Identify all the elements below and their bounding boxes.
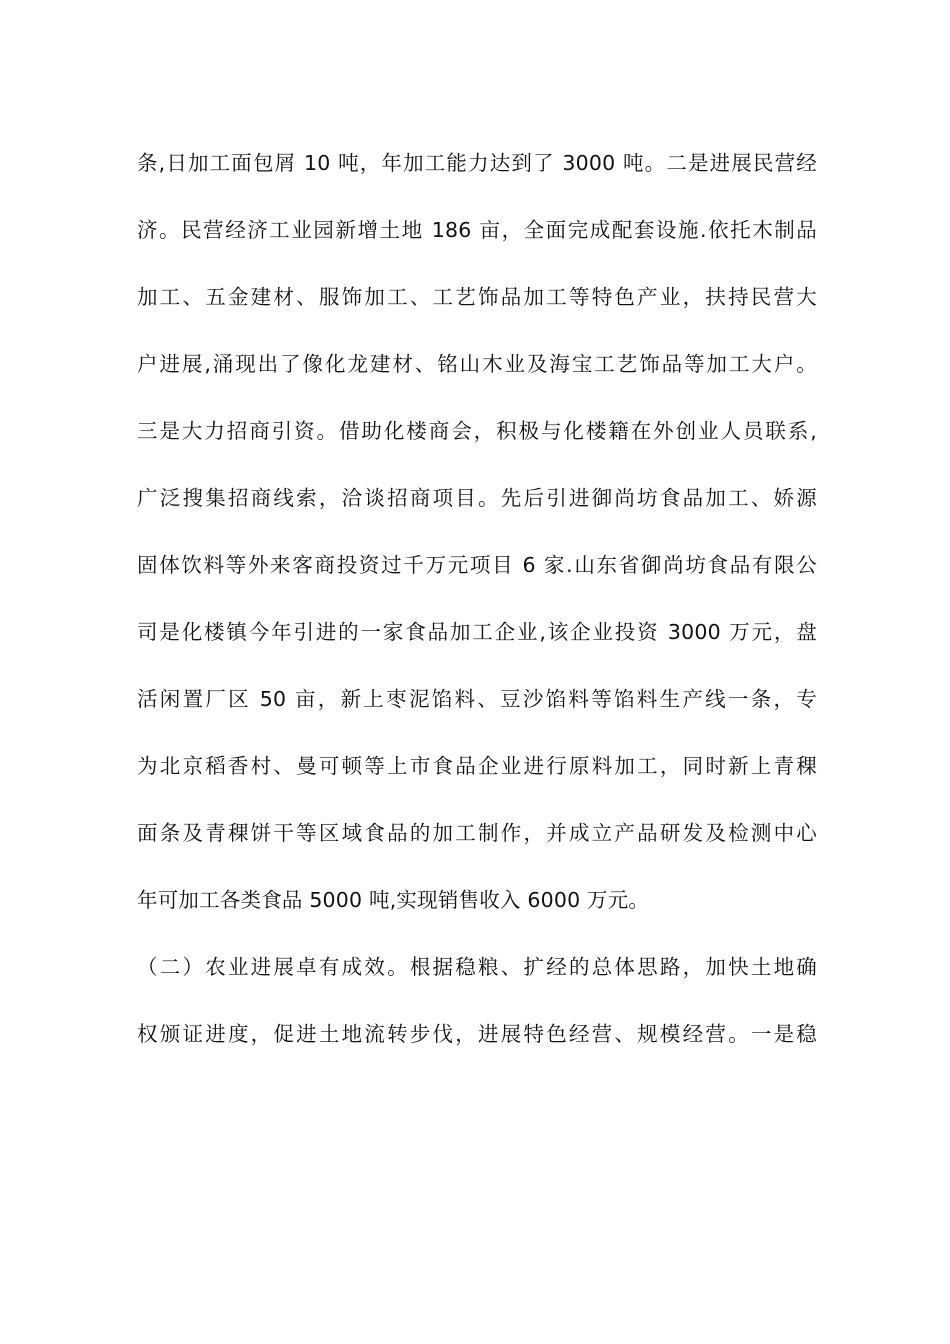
text-line-11: 面条及青稞饼干等区域食品的加工制作，并成立产品研发及检测中心 xyxy=(137,821,817,845)
text-line-9: 活闲置厂区 50 亩，新上枣泥馅料、豆沙馅料等馅料生产线一条，专 xyxy=(137,687,817,711)
text-line-12: 年可加工各类食品 5000 吨,实现销售收入 6000 万元。 xyxy=(137,888,650,912)
text-line-10: 为北京稻香村、曼可顿等上市食品企业进行原料加工，同时新上青稞 xyxy=(137,754,817,778)
text-line-6: 广泛搜集招商线索，洽谈招商项目。先后引进御尚坊食品加工、娇源 xyxy=(137,486,817,510)
text-line-8: 司是化楼镇今年引进的一家食品加工企业,该企业投资 3000 万元，盘 xyxy=(137,620,817,644)
body-text xyxy=(137,140,817,1078)
text-line-7: 固体饮料等外来客商投资过千万元项目 6 家.山东省御尚坊食品有限公 xyxy=(137,553,817,577)
text-line-4: 户进展,涌现出了像化龙建材、铭山木业及海宝工艺饰品等加工大户。 xyxy=(137,352,817,376)
text-line-14: 权颁证进度，促进土地流转步伐，进展特色经营、规模经营。一是稳 xyxy=(137,1022,817,1046)
text-line-5: 三是大力招商引资。借助化楼商会，积极与化楼籍在外创业人员联系, xyxy=(137,419,817,443)
text-line-1: 条,日加工面包屑 10 吨，年加工能力达到了 3000 吨。二是进展民营经 xyxy=(137,151,817,175)
text-line-3: 加工、五金建材、服饰加工、工艺饰品加工等特色产业，扶持民营大 xyxy=(137,285,817,309)
text-line-2: 济。民营经济工业园新增土地 186 亩，全面完成配套设施.依托木制品 xyxy=(137,218,817,242)
text-line-13: （二）农业进展卓有成效。根据稳粮、扩经的总体思路，加快土地确 xyxy=(137,955,817,979)
